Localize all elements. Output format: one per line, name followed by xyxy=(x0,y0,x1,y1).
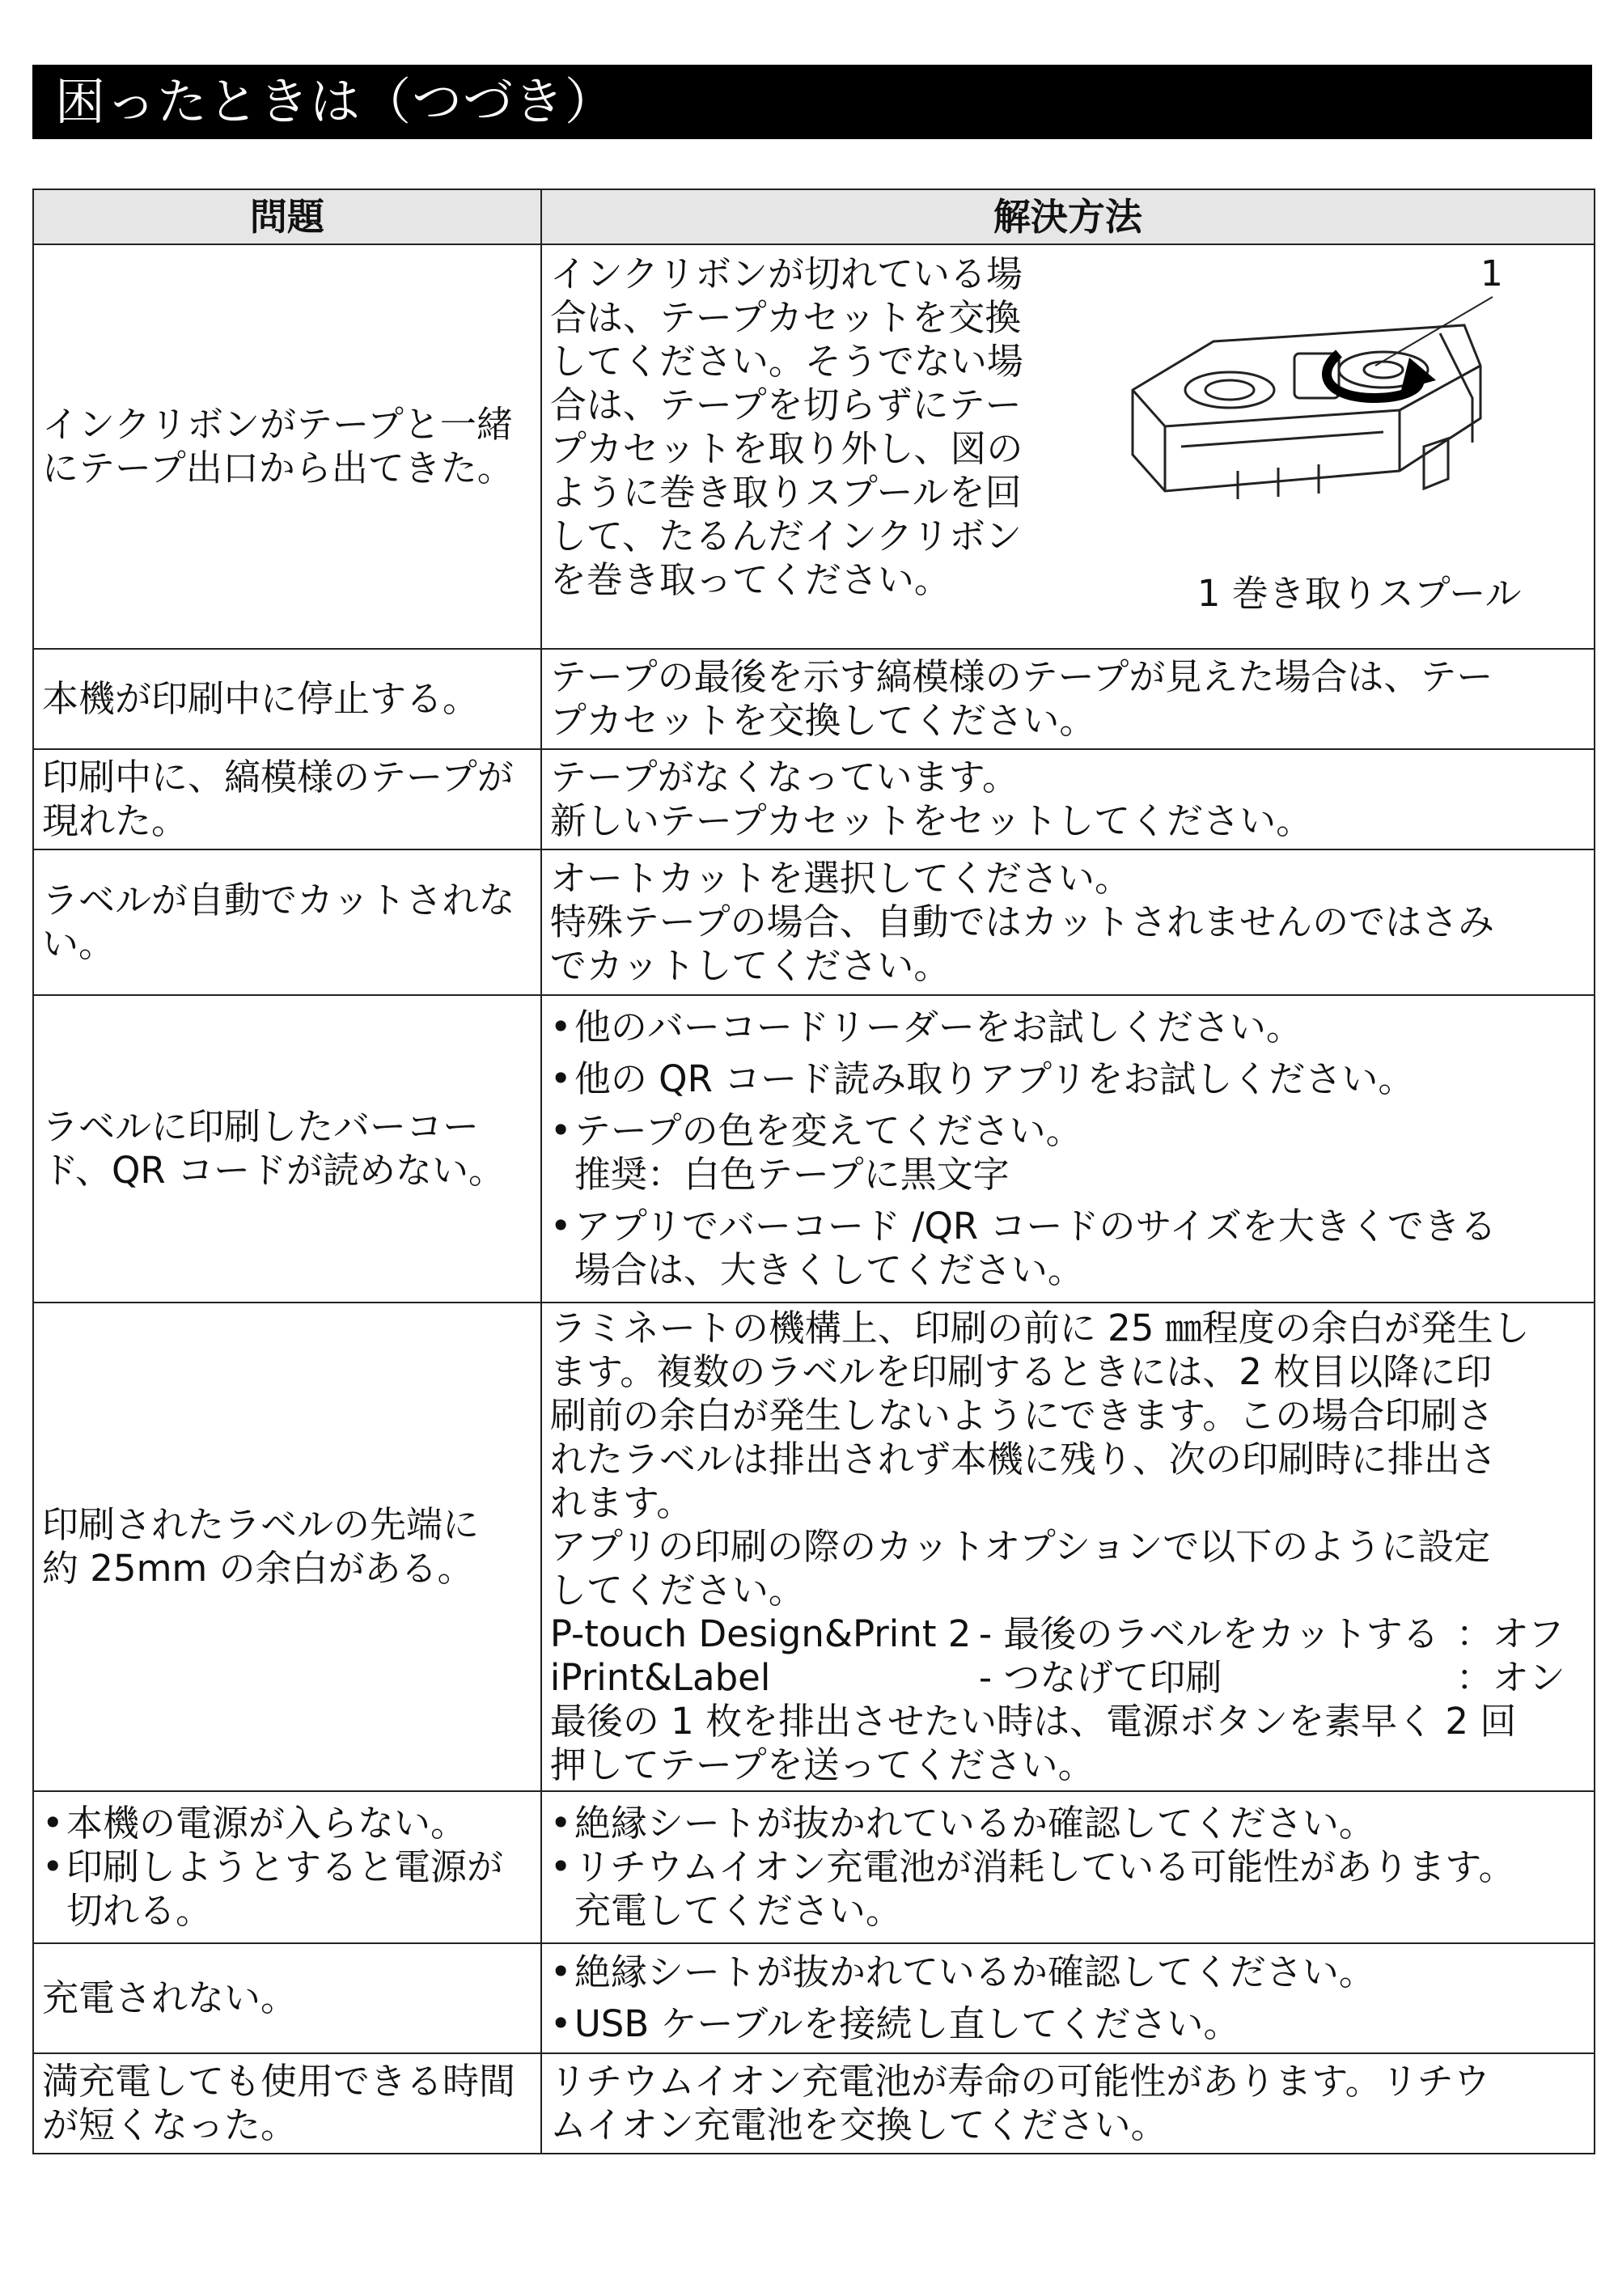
problem-cell xyxy=(33,1303,541,1791)
solution-line: 合は、テープカセットを交換 xyxy=(549,296,1022,339)
problem-line: 本機が印刷中に停止する。 xyxy=(42,677,480,720)
solution-bullet xyxy=(550,1205,1586,1292)
bullet-line: • 本機の電源が入らない。 xyxy=(66,1802,468,1845)
problem-cell xyxy=(33,849,541,995)
bullet-line: 場合は、大きくしてください。 xyxy=(574,1248,1084,1291)
table-row xyxy=(33,1303,1595,1791)
bullet-line: • 絶縁シートが抜かれているか確認してください。 xyxy=(574,1951,1375,1993)
solution-line: してください。そうでない場 xyxy=(549,340,1023,383)
solution-line: してください。 xyxy=(549,1569,805,1612)
solution-line: を巻き取ってください。 xyxy=(549,558,951,601)
bullet-line: • テープの色を変えてください。 xyxy=(574,1109,1082,1152)
problem-cell xyxy=(33,1791,541,1943)
problem-cell xyxy=(33,1943,541,2053)
table-row xyxy=(33,1791,1595,1943)
solution-bullet xyxy=(550,2002,1586,2046)
solution-line: 特殊テープの場合、自動ではカットされませんのではさみ xyxy=(549,900,1495,943)
problem-line: が短くなった。 xyxy=(42,2103,298,2146)
header-solution: 解決方法 xyxy=(541,189,1595,244)
illustration-caption: 1 巻き取りスプール xyxy=(1197,572,1522,615)
solution-cell xyxy=(541,995,1595,1303)
bullet-line: • アプリでバーコード /QR コードのサイズを大きくできる xyxy=(574,1205,1497,1248)
solution-line: 新しいテープカセットをセットしてください。 xyxy=(549,799,1313,842)
solution-cell xyxy=(541,1791,1595,1943)
solution-line: テープがなくなっています。 xyxy=(549,756,1019,799)
table-row xyxy=(33,995,1595,1303)
problem-line: ド、QR コードが読めない。 xyxy=(42,1149,505,1192)
tape-cassette-illustration xyxy=(1116,277,1569,527)
solution-cell xyxy=(541,244,1595,649)
solution-cell xyxy=(541,649,1595,749)
table-row xyxy=(33,749,1595,849)
table-header-row xyxy=(33,189,1595,244)
header-problem: 問題 xyxy=(33,189,541,244)
problem-cell xyxy=(33,244,541,649)
option-setting: - つなげて印刷 xyxy=(978,1656,1222,1699)
solution-line: して、たるんだインクリボン xyxy=(549,515,1023,557)
solution-line: ラミネートの機構上、印刷の前に 25 ㎜程度の余白が発生し xyxy=(549,1307,1530,1349)
solution-line: 合は、テープを切らずにテー xyxy=(549,383,1022,426)
bullet-line: 推奨：白色テープに黒文字 xyxy=(574,1153,1010,1196)
problem-cell xyxy=(33,995,541,1303)
problem-line: ラベルが自動でカットされな xyxy=(42,879,515,921)
troubleshooting-table xyxy=(32,189,1595,2154)
problem-line: い。 xyxy=(42,922,116,965)
table-row xyxy=(33,849,1595,995)
bullet-line: • 他のバーコードリーダーをお試しください。 xyxy=(574,1006,1302,1048)
solution-bullet xyxy=(550,1057,1586,1101)
problem-cell xyxy=(33,649,541,749)
solution-bullet xyxy=(550,1951,1586,1994)
solution-line: テープの最後を示す縞模様のテープが見えた場合は、テー xyxy=(549,655,1493,698)
table-row xyxy=(33,2053,1595,2154)
bullet-line: • 印刷しようとすると電源が xyxy=(66,1845,504,1888)
problem-line: 充電されない。 xyxy=(42,1976,298,2019)
solution-line: ように巻き取りスプールを回 xyxy=(549,471,1022,514)
problem-line: ラベルに印刷したバーコー xyxy=(42,1105,480,1148)
problem-cell xyxy=(33,2053,541,2154)
bullet-line: 充電してください。 xyxy=(574,1889,902,1932)
solution-line: れたラベルは排出されず本機に残り、次の印刷時に排出さ xyxy=(549,1438,1497,1481)
bullet-line: 切れる。 xyxy=(66,1889,213,1932)
solution-line: アプリの印刷の際のカットオプションで以下のように設定 xyxy=(549,1525,1491,1568)
solution-line: でカットしてください。 xyxy=(549,944,951,987)
problem-line: にテープ出口から出てきた。 xyxy=(42,447,514,489)
option-value: ：オン xyxy=(1455,1656,1565,1699)
problem-line: 現れた。 xyxy=(42,799,188,842)
problem-bullet xyxy=(42,1845,532,1933)
solution-cell xyxy=(541,2053,1595,2154)
solution-line: 最後の 1 枚を排出させたい時は、電源ボタンを素早く 2 回 xyxy=(549,1700,1517,1743)
option-value: ：オフ xyxy=(1455,1612,1565,1655)
callout-number: 1 xyxy=(1480,253,1503,294)
solution-cell xyxy=(541,1943,1595,2053)
page-title: 困ったときは（つづき） xyxy=(32,65,1592,139)
problem-cell xyxy=(33,749,541,849)
table-row xyxy=(33,244,1595,649)
solution-line: インクリボンが切れている場 xyxy=(549,252,1023,295)
solution-line: オートカットを選択してください。 xyxy=(549,857,1132,900)
bullet-line: • USB ケーブルを接続し直してください。 xyxy=(574,2002,1240,2045)
problem-line: 満充電しても使用できる時間 xyxy=(42,2060,516,2103)
solution-line: れます。 xyxy=(549,1481,693,1524)
problem-line: 印刷されたラベルの先端に xyxy=(42,1503,480,1546)
solution-line: 刷前の余白が発生しないようにできます。この場合印刷さ xyxy=(549,1394,1494,1437)
solution-cell xyxy=(541,849,1595,995)
problem-bullet xyxy=(42,1802,532,1845)
problem-line: 印刷中に、縞模様のテープが xyxy=(42,756,514,799)
table-row xyxy=(33,1943,1595,2053)
option-app: P-touch Design&Print 2 xyxy=(549,1612,972,1655)
solution-bullet xyxy=(550,1006,1586,1049)
solution-cell xyxy=(541,749,1595,849)
problem-line: インクリボンがテープと一緒 xyxy=(42,403,513,446)
cut-option-row xyxy=(550,1612,1586,1656)
table-row xyxy=(33,649,1595,749)
solution-line: プカセットを取り外し、図の xyxy=(549,427,1023,470)
option-app: iPrint&Label xyxy=(549,1656,771,1699)
solution-line: ます。複数のラベルを印刷するときには、2 枚目以降に印 xyxy=(549,1350,1493,1393)
bullet-line: • 絶縁シートが抜かれているか確認してください。 xyxy=(574,1802,1375,1845)
solution-bullet xyxy=(550,1802,1586,1845)
solution-bullet xyxy=(550,1845,1586,1933)
solution-bullet xyxy=(550,1109,1586,1197)
bullet-line: • リチウムイオン充電池が消耗している可能性があります。 xyxy=(574,1845,1515,1888)
solution-line: ムイオン充電池を交換してください。 xyxy=(549,2103,1167,2146)
problem-line: 約 25mm の余白がある。 xyxy=(42,1547,474,1590)
bullet-line: • 他の QR コード読み取りアプリをお試しください。 xyxy=(574,1057,1415,1100)
solution-line: 押してテープを送ってください。 xyxy=(549,1743,1095,1786)
option-setting: - 最後のラベルをカットする xyxy=(978,1612,1439,1655)
solution-line: プカセットを交換してください。 xyxy=(549,699,1096,742)
cut-option-row xyxy=(550,1656,1586,1700)
solution-cell xyxy=(541,1303,1595,1791)
solution-line: リチウムイオン充電池が寿命の可能性があります。リチウ xyxy=(549,2060,1490,2103)
